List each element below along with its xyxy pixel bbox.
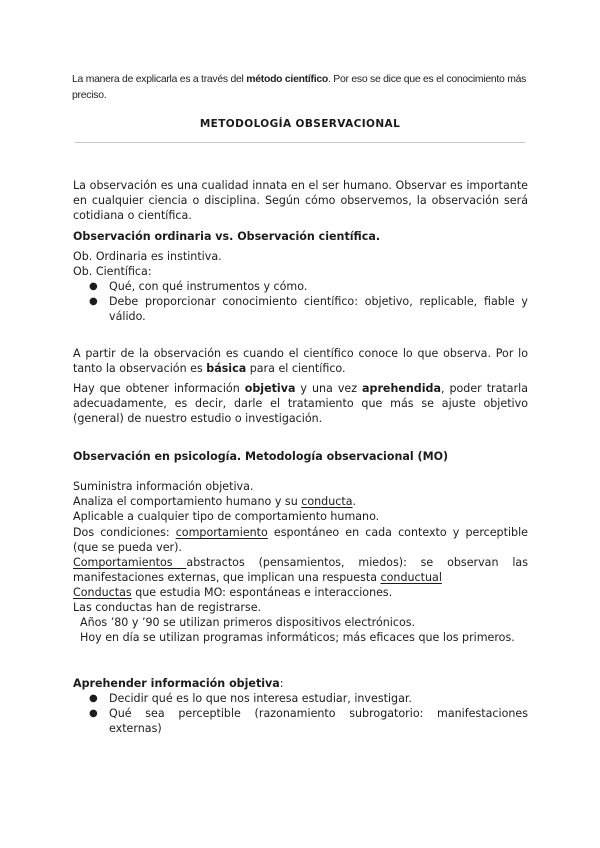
list-aprehender xyxy=(73,691,528,737)
heading-colon: : xyxy=(279,677,284,690)
text: . xyxy=(352,495,357,508)
list-cientifica xyxy=(73,279,528,325)
bullet-icon: ● xyxy=(89,708,98,720)
text: para el científico. xyxy=(246,362,346,376)
underlined-term: comportamiento xyxy=(175,526,268,539)
mo-line-7: Las conductas han de registrarse. xyxy=(73,601,262,614)
mo-line-1: Suministra información objetiva. xyxy=(73,480,254,493)
mo-line-5 xyxy=(73,555,528,585)
text: , poder tratarla adecuadamente, es decir, darle el tratamiento que más se ajuste objetivo (general) de nuestro estudio o investigación. xyxy=(73,382,528,426)
list-item-text: Qué, con qué instrumentos y cómo. xyxy=(109,280,308,293)
underlined-term: Conductas xyxy=(73,586,132,599)
underlined-term: Comportamientos xyxy=(73,556,187,569)
title-divider xyxy=(75,142,525,143)
list-item xyxy=(73,279,528,294)
intro-text-end: . Por eso se dice que es el conocimiento más preciso. xyxy=(72,74,527,101)
intro-text: La manera de explicarla es a través del xyxy=(72,74,247,85)
text: Dos condiciones: xyxy=(73,526,176,539)
text: Analiza el comportamiento humano y su xyxy=(73,495,302,508)
mo-line-2 xyxy=(73,494,528,509)
heading-psicologia: Observación en psicología. Metodología observacional (MO) xyxy=(73,450,449,463)
list-item-text: Qué sea perceptible (razonamiento subrogatorio: manifestaciones externas) xyxy=(109,707,528,736)
bold-term: aprehendida xyxy=(362,382,441,395)
heading-text: Aprehender información objetiva xyxy=(73,677,280,690)
underlined-term: conductual xyxy=(380,571,442,585)
text: A partir de la observación es cuando el científico conoce lo que observa. Por lo tanto la observación es xyxy=(73,347,528,376)
ob-ordinaria-line: Ob. Ordinaria es instintiva. xyxy=(73,250,222,263)
heading-ordinaria-cientifica: Observación ordinaria vs. Observación científica. xyxy=(73,230,381,243)
bullet-icon: ● xyxy=(89,281,98,292)
text: que estudia MO: espontáneas e interacciones. xyxy=(131,586,393,599)
list-item xyxy=(73,294,528,324)
mo-line-9: Hoy en día se utilizan programas informáticos; más eficaces que los primeros. xyxy=(80,631,515,644)
list-item xyxy=(73,706,528,736)
paragraph-partir xyxy=(73,346,528,376)
page-title: METODOLOGÍA OBSERVACIONAL xyxy=(199,118,401,130)
list-item xyxy=(73,691,528,706)
text: y una vez xyxy=(295,382,363,395)
list-item-text: Decidir qué es lo que nos interesa estudiar, investigar. xyxy=(109,692,412,705)
mo-line-4 xyxy=(73,525,528,555)
intro-bold-term: método científico xyxy=(246,74,329,85)
bold-term: básica xyxy=(206,362,247,376)
intro-paragraph xyxy=(72,72,532,104)
underlined-term: conducta xyxy=(301,495,353,508)
mo-line-6 xyxy=(73,585,528,600)
mo-line-3: Aplicable a cualquier tipo de comportamiento humano. xyxy=(73,510,380,523)
text: espontáneo en cada contexto y perceptible (que se pueda ver). xyxy=(73,526,528,555)
heading-aprehender xyxy=(73,676,528,691)
text: abstractos (pensamientos, miedos): se observan las manifestaciones externas, que implican una respuesta xyxy=(73,556,528,585)
ob-cientifica-line: Ob. Científica: xyxy=(73,265,152,278)
paragraph-obtener xyxy=(73,381,528,427)
list-item-text: Debe proporcionar conocimiento científico: objetivo, replicable, fiable y válido. xyxy=(109,295,528,324)
paragraph-observacion: La observación es una cualidad innata en el ser humano. Observar es importante en cualquier ciencia o disciplina. Según cómo observemos, la observación será cotidiana o científica. xyxy=(73,179,528,223)
bullet-icon: ● xyxy=(89,693,98,704)
bold-term: objetiva xyxy=(244,382,296,395)
text: Hay que obtener información xyxy=(73,382,245,395)
bullet-icon: ● xyxy=(89,296,98,308)
mo-line-8: Años ’80 y ’90 se utilizan primeros dispositivos electrónicos. xyxy=(80,616,416,629)
